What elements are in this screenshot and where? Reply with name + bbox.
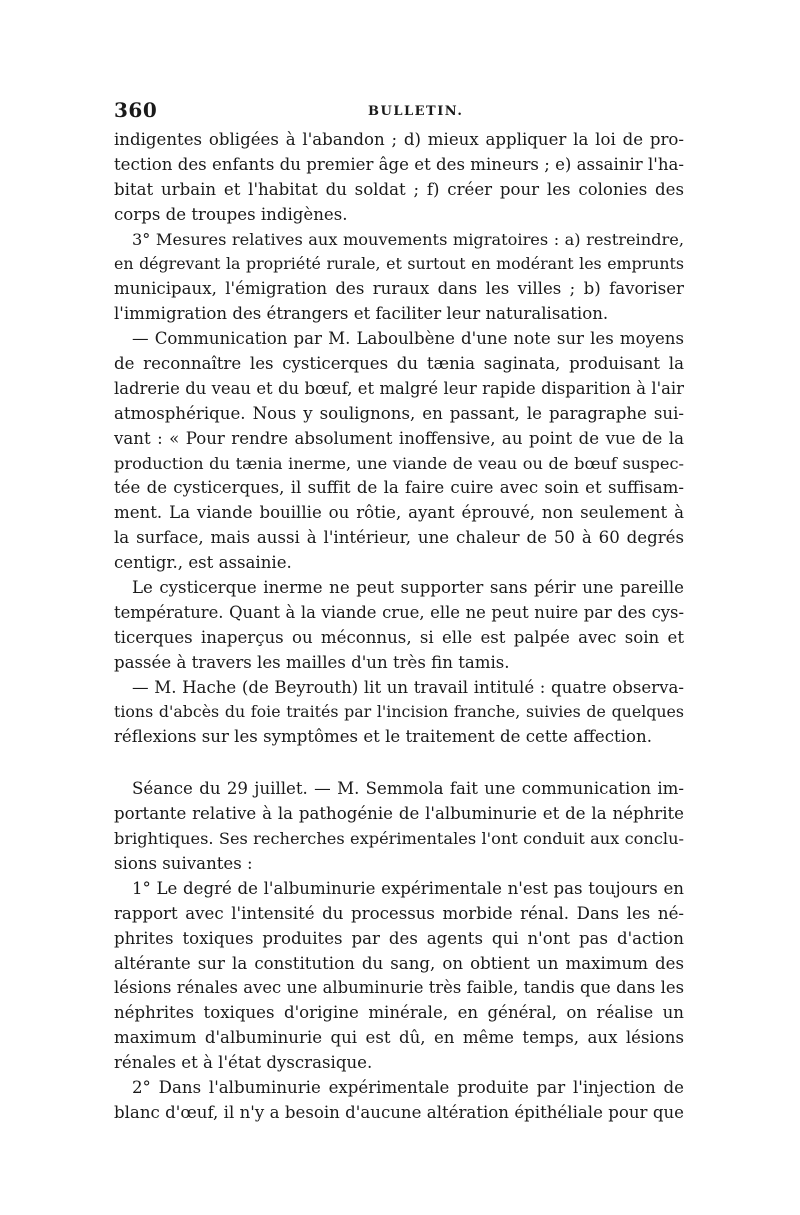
text-line: ladrerie du veau et du bœuf, et malgré leur rapide disparition à l'air	[114, 378, 684, 398]
text-line: en dégrevant la propriété rurale, et surtout en modérant les emprunts	[114, 254, 684, 274]
text-line: l'immigration des étrangers et faciliter leur naturalisation.	[114, 304, 609, 324]
text-line: brightiques. Ses recherches expérimentales l'ont conduit aux conclu-	[114, 829, 684, 849]
text-line: tection des enfants du premier âge et des mineurs ; e) assainir l'ha-	[114, 154, 685, 174]
text-line: production du tænia inerme, une viande de veau ou de bœuf suspec-	[114, 453, 684, 473]
text-line: réflexions sur les symptômes et le traitement de cette affection.	[114, 727, 652, 747]
text-line: bitat urbain et l'habitat du soldat ; f) créer pour les colonies des	[114, 179, 684, 199]
text-line: passée à travers les mailles d'un très fin tamis.	[114, 652, 510, 672]
running-title: BULLETIN.	[368, 104, 464, 119]
text-line: sions suivantes :	[114, 853, 253, 873]
text-line: néphrites toxiques d'origine minérale, en général, on réalise un	[114, 1003, 684, 1023]
text-line: indigentes obligées à l'abandon ; d) mieux appliquer la loi de pro-	[114, 130, 684, 149]
text-line: centigr., est assainie.	[114, 553, 292, 573]
text-line: — M. Hache (de Beyrouth) lit un travail intitulé : quatre observa-	[132, 677, 684, 697]
body-text	[114, 128, 684, 1126]
text-line: rénales et à l'état dyscrasique.	[114, 1053, 373, 1073]
text-line: vant : « Pour rendre absolument inoffensive, au point de vue de la	[114, 428, 684, 448]
text-line: de reconnaître les cysticerques du tænia saginata, produisant la	[114, 354, 684, 374]
text-line: corps de troupes indigènes.	[114, 204, 348, 224]
text-line: blanc d'œuf, il n'y a besoin d'aucune altération épithéliale pour que	[114, 1102, 684, 1122]
text-line: maximum d'albuminurie qui est dû, en même temps, aux lésions	[114, 1028, 684, 1048]
text-line: tée de cysticerques, il suffit de la faire cuire avec soin et suffisam-	[114, 478, 684, 498]
section-gap	[114, 750, 684, 777]
text-line: ticerques inaperçus ou méconnus, si elle est palpée avec soin et	[114, 627, 684, 647]
text-line: tions d'abcès du foie traités par l'incision franche, suivies de quelques	[114, 702, 684, 722]
page-header	[114, 98, 684, 128]
text-line: 2° Dans l'albuminurie expérimentale produite par l'injection de	[132, 1077, 684, 1097]
text-line: rapport avec l'intensité du processus morbide rénal. Dans les né-	[114, 903, 684, 923]
text-line: Le cysticerque inerme ne peut supporter sans périr une pareille	[132, 578, 684, 598]
text-line: 3° Mesures relatives aux mouvements migratoires : a) restreindre,	[132, 229, 684, 249]
text-line: ment. La viande bouillie ou rôtie, ayant éprouvé, non seulement à	[114, 503, 684, 523]
text-line: portante relative à la pathogénie de l'albuminurie et de la néphrite	[114, 804, 684, 824]
text-line: lésions rénales avec une albuminurie très faible, tandis que dans les	[114, 978, 684, 998]
text-line: phrites toxiques produites par des agents qui n'ont pas d'action	[114, 928, 684, 948]
text-line: altérante sur la constitution du sang, on obtient un maximum des	[114, 953, 684, 973]
text-line: atmosphérique. Nous y soulignons, en passant, le paragraphe sui-	[114, 403, 684, 423]
text-line: la surface, mais aussi à l'intérieur, une chaleur de 50 à 60 degrés	[114, 528, 684, 548]
text-line: 1° Le degré de l'albuminurie expérimentale n'est pas toujours en	[132, 878, 684, 898]
text-line: municipaux, l'émigration des ruraux dans les villes ; b) favoriser	[114, 279, 684, 299]
text-line: — Communication par M. Laboulbène d'une note sur les moyens	[132, 329, 684, 349]
page-number: 360	[114, 98, 158, 122]
text-line: température. Quant à la viande crue, elle ne peut nuire par des cys-	[114, 602, 684, 622]
text-line: Séance du 29 juillet. — M. Semmola fait une communication im-	[132, 779, 684, 799]
